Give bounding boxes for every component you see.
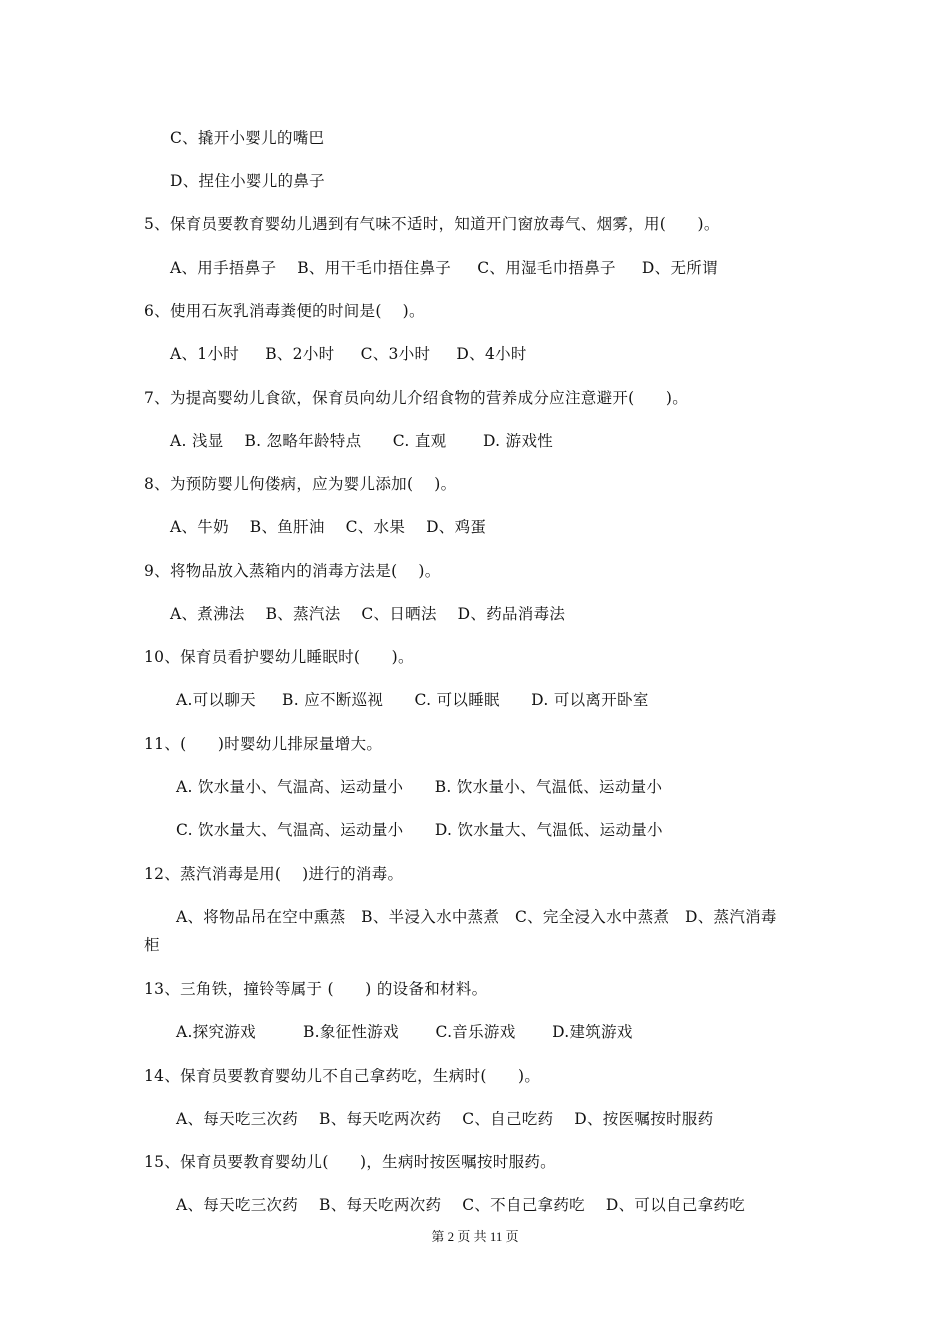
question-10-options: A.可以聊天 B. 应不断巡视 C. 可以睡眠 D. 可以离开卧室: [176, 691, 649, 709]
question-12: 12、蒸汽消毒是用( )进行的消毒。: [144, 865, 404, 883]
question-13: 13、三角铁，撞铃等属于 ( ) 的设备和材料。: [144, 980, 488, 998]
option-c-prev: C、撬开小婴儿的嘴巴: [170, 129, 325, 147]
question-9-options: A、煮沸法 B、蒸汽法 C、日晒法 D、药品消毒法: [170, 605, 566, 623]
question-15-options: A、每天吃三次药 B、每天吃两次药 C、不自己拿药吃 D、可以自己拿药吃: [176, 1196, 745, 1214]
question-12-options: A、将物品吊在空中熏蒸 B、半浸入水中蒸煮 C、完全浸入水中蒸煮 D、蒸汽消毒: [176, 908, 777, 926]
question-15: 15、保育员要教育婴幼儿( )，生病时按医嘱按时服药。: [144, 1153, 556, 1171]
option-d-prev: D、捏住小婴儿的鼻子: [170, 172, 325, 190]
question-8: 8、为预防婴儿佝偻病，应为婴儿添加( )。: [144, 475, 457, 493]
question-10: 10、保育员看护婴幼儿睡眠时( )。: [144, 648, 414, 666]
question-11-options-row-2: C. 饮水量大、气温高、运动量小 D. 饮水量大、气温低、运动量小: [176, 821, 663, 839]
question-5: 5、保育员要教育婴幼儿遇到有气味不适时，知道开门窗放毒气、烟雾，用( )。: [144, 215, 720, 233]
question-9: 9、将物品放入蒸箱内的消毒方法是( )。: [144, 562, 441, 580]
question-6: 6、使用石灰乳消毒粪便的时间是( )。: [144, 302, 425, 320]
question-7-options: A. 浅显 B. 忽略年龄特点 C. 直观 D. 游戏性: [170, 432, 554, 450]
question-8-options: A、牛奶 B、鱼肝油 C、水果 D、鸡蛋: [170, 518, 487, 536]
question-11-options-row-1: A. 饮水量小、气温高、运动量小 B. 饮水量小、气温低、运动量小: [176, 778, 663, 796]
question-11: 11、( )时婴幼儿排尿量增大。: [144, 735, 383, 753]
question-12-options-continued: 柜: [144, 936, 160, 954]
question-5-options: A、用手捂鼻子 B、用干毛巾捂住鼻子 C、用湿毛巾捂鼻子 D、无所谓: [170, 259, 718, 277]
page-footer: 第 2 页 共 11 页: [431, 1229, 519, 1244]
question-6-options: A、1小时 B、2小时 C、3小时 D、4小时: [170, 345, 527, 363]
question-13-options: A.探究游戏 B.象征性游戏 C.音乐游戏 D.建筑游戏: [176, 1023, 633, 1041]
question-14: 14、保育员要教育婴幼儿不自己拿药吃，生病时( )。: [144, 1067, 541, 1085]
question-7: 7、为提高婴幼儿食欲，保育员向幼儿介绍食物的营养成分应注意避开( )。: [144, 389, 689, 407]
question-14-options: A、每天吃三次药 B、每天吃两次药 C、自己吃药 D、按医嘱按时服药: [176, 1110, 714, 1128]
